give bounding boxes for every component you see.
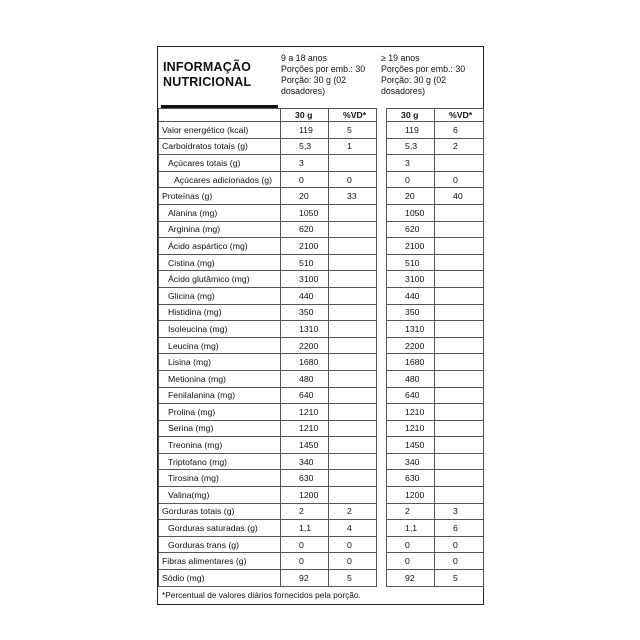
table-row [159, 370, 484, 387]
column-gap [377, 321, 387, 338]
value-serving-2: 119 [387, 122, 435, 139]
nutrient-name: Triptofano (mg) [159, 453, 281, 470]
column-gap [377, 470, 387, 487]
value-vd-2: 6 [435, 520, 484, 537]
nutrient-name: Serina (mg) [159, 420, 281, 437]
value-serving-1: 0 [281, 536, 329, 553]
table-row [159, 570, 484, 587]
column-gap [377, 304, 387, 321]
value-vd-2: 5 [435, 570, 484, 587]
value-vd-1 [329, 287, 377, 304]
table-row [159, 487, 484, 504]
nutrient-name: Alanina (mg) [159, 204, 281, 221]
nutrient-name: Arginina (mg) [159, 221, 281, 238]
value-serving-2: 2 [387, 503, 435, 520]
table-row [159, 287, 484, 304]
table-row [159, 387, 484, 404]
value-vd-1 [329, 271, 377, 288]
header-g-1: 30 g [281, 109, 329, 122]
value-vd-1 [329, 487, 377, 504]
table-row [159, 138, 484, 155]
table-row [159, 171, 484, 188]
nutrient-name: Tirosina (mg) [159, 470, 281, 487]
value-vd-1: 0 [329, 553, 377, 570]
nutrient-name: Ácido glutâmico (mg) [159, 271, 281, 288]
column-gap [377, 122, 387, 139]
value-vd-1 [329, 470, 377, 487]
nutrient-name: Fibras alimentares (g) [159, 553, 281, 570]
table-row [159, 470, 484, 487]
value-serving-1: 1310 [281, 321, 329, 338]
value-serving-1: 1,1 [281, 520, 329, 537]
group1-serving-1: Porção: 30 g (02 [281, 75, 347, 85]
value-vd-2: 0 [435, 171, 484, 188]
value-vd-2 [435, 204, 484, 221]
value-vd-2: 0 [435, 553, 484, 570]
value-vd-1 [329, 337, 377, 354]
column-gap [377, 570, 387, 587]
value-serving-1: 620 [281, 221, 329, 238]
value-serving-1: 630 [281, 470, 329, 487]
column-gap [377, 109, 387, 122]
label-header [158, 47, 483, 107]
table-row [159, 122, 484, 139]
value-serving-2: 1310 [387, 321, 435, 338]
value-serving-2: 1200 [387, 487, 435, 504]
nutrient-name: Sódio (mg) [159, 570, 281, 587]
table-row [159, 254, 484, 271]
nutrient-name: Carboidratos totais (g) [159, 138, 281, 155]
value-vd-2: 2 [435, 138, 484, 155]
value-vd-2 [435, 453, 484, 470]
table-row [159, 404, 484, 421]
column-gap [377, 404, 387, 421]
column-gap [377, 204, 387, 221]
header-vd-1: %VD* [329, 109, 377, 122]
group2-serving-2: dosadores) [381, 86, 426, 96]
value-serving-1: 340 [281, 453, 329, 470]
value-serving-1: 1050 [281, 204, 329, 221]
value-serving-2: 340 [387, 453, 435, 470]
table-row [159, 420, 484, 437]
value-serving-1: 119 [281, 122, 329, 139]
nutrient-name: Açúcares totais (g) [159, 155, 281, 172]
group2-serving-1: Porção: 30 g (02 [381, 75, 447, 85]
group2-age: ≥ 19 anos [381, 53, 420, 63]
nutrient-name: Valor energético (kcal) [159, 122, 281, 139]
value-vd-1 [329, 370, 377, 387]
group1-age: 9 a 18 anos [281, 53, 327, 63]
table-row [159, 520, 484, 537]
value-vd-1: 5 [329, 122, 377, 139]
nutrient-name: Cistina (mg) [159, 254, 281, 271]
value-serving-2: 1210 [387, 420, 435, 437]
value-vd-2: 40 [435, 188, 484, 205]
nutrient-name: Prolina (mg) [159, 404, 281, 421]
header-g-2: 30 g [387, 109, 435, 122]
value-vd-1 [329, 254, 377, 271]
value-serving-2: 1450 [387, 437, 435, 454]
value-serving-2: 0 [387, 536, 435, 553]
value-vd-2 [435, 155, 484, 172]
value-serving-1: 440 [281, 287, 329, 304]
value-serving-1: 480 [281, 370, 329, 387]
value-serving-2: 1050 [387, 204, 435, 221]
nutrient-name: Leucina (mg) [159, 337, 281, 354]
group1-portions: Porções por emb.: 30 [281, 64, 366, 74]
column-gap [377, 536, 387, 553]
value-vd-1: 0 [329, 171, 377, 188]
value-vd-2: 3 [435, 503, 484, 520]
column-gap [377, 453, 387, 470]
value-serving-1: 350 [281, 304, 329, 321]
table-row [159, 221, 484, 238]
table-row [159, 304, 484, 321]
value-vd-1 [329, 437, 377, 454]
group2-portions: Porções por emb.: 30 [381, 64, 466, 74]
value-vd-2 [435, 337, 484, 354]
nutrient-name: Metionina (mg) [159, 370, 281, 387]
value-serving-2: 1210 [387, 404, 435, 421]
value-serving-1: 2200 [281, 337, 329, 354]
footnote: *Percentual de valores diários fornecidos pela porção. [162, 590, 361, 600]
value-vd-1 [329, 238, 377, 255]
group1-header [281, 53, 381, 97]
value-vd-1 [329, 453, 377, 470]
value-vd-2 [435, 420, 484, 437]
value-vd-2 [435, 287, 484, 304]
value-vd-1 [329, 420, 377, 437]
value-serving-1: 640 [281, 387, 329, 404]
value-vd-2 [435, 470, 484, 487]
value-vd-2 [435, 271, 484, 288]
column-gap [377, 387, 387, 404]
column-gap [377, 487, 387, 504]
table-row [159, 354, 484, 371]
value-serving-2: 630 [387, 470, 435, 487]
value-vd-2 [435, 221, 484, 238]
value-serving-1: 1200 [281, 487, 329, 504]
value-vd-1 [329, 321, 377, 338]
value-vd-1 [329, 204, 377, 221]
nutrient-name: Gorduras saturadas (g) [159, 520, 281, 537]
value-serving-2: 1680 [387, 354, 435, 371]
value-serving-1: 3 [281, 155, 329, 172]
value-vd-1 [329, 404, 377, 421]
nutrient-name: Fenilalanina (mg) [159, 387, 281, 404]
column-gap [377, 221, 387, 238]
column-gap [377, 354, 387, 371]
value-vd-1 [329, 354, 377, 371]
value-serving-1: 5,3 [281, 138, 329, 155]
value-vd-1: 2 [329, 503, 377, 520]
column-gap [377, 188, 387, 205]
value-vd-2 [435, 254, 484, 271]
value-serving-1: 1210 [281, 420, 329, 437]
value-serving-2: 5,3 [387, 138, 435, 155]
value-vd-2 [435, 370, 484, 387]
table-row [159, 188, 484, 205]
column-gap [377, 254, 387, 271]
column-gap [377, 437, 387, 454]
value-vd-2 [435, 487, 484, 504]
value-vd-1: 4 [329, 520, 377, 537]
value-serving-2: 3 [387, 155, 435, 172]
column-gap [377, 370, 387, 387]
table-header-row [159, 109, 484, 122]
value-serving-2: 620 [387, 221, 435, 238]
value-serving-2: 440 [387, 287, 435, 304]
value-vd-1: 1 [329, 138, 377, 155]
value-serving-1: 2100 [281, 238, 329, 255]
value-serving-2: 0 [387, 553, 435, 570]
nutrient-name: Valina(mg) [159, 487, 281, 504]
value-serving-1: 1210 [281, 404, 329, 421]
value-serving-2: 350 [387, 304, 435, 321]
value-vd-1 [329, 221, 377, 238]
column-gap [377, 287, 387, 304]
table-row [159, 553, 484, 570]
value-serving-2: 92 [387, 570, 435, 587]
nutrient-name: Glicina (mg) [159, 287, 281, 304]
value-vd-1 [329, 304, 377, 321]
value-serving-1: 3100 [281, 271, 329, 288]
value-serving-2: 2200 [387, 337, 435, 354]
value-serving-2: 2100 [387, 238, 435, 255]
value-serving-2: 1,1 [387, 520, 435, 537]
title-line-1: INFORMAÇÃO [163, 60, 252, 74]
column-gap [377, 420, 387, 437]
table-row [159, 337, 484, 354]
nutrient-name: Açúcares adicionados (g) [159, 171, 281, 188]
table-row [159, 238, 484, 255]
value-vd-2: 6 [435, 122, 484, 139]
title-line-2: NUTRICIONAL [163, 75, 252, 89]
column-gap [377, 155, 387, 172]
value-serving-1: 510 [281, 254, 329, 271]
value-vd-2: 0 [435, 536, 484, 553]
value-vd-2 [435, 437, 484, 454]
nutrient-name: Proteínas (g) [159, 188, 281, 205]
value-vd-1: 5 [329, 570, 377, 587]
table-row [159, 536, 484, 553]
value-serving-2: 3100 [387, 271, 435, 288]
table-row [159, 437, 484, 454]
value-vd-2 [435, 304, 484, 321]
value-serving-1: 0 [281, 553, 329, 570]
value-vd-1 [329, 387, 377, 404]
value-serving-1: 0 [281, 171, 329, 188]
column-gap [377, 171, 387, 188]
column-gap [377, 553, 387, 570]
nutrient-name: Gorduras trans (g) [159, 536, 281, 553]
group2-header [381, 53, 481, 97]
column-gap [377, 271, 387, 288]
value-serving-1: 1450 [281, 437, 329, 454]
value-vd-1: 0 [329, 536, 377, 553]
value-vd-1: 33 [329, 188, 377, 205]
value-vd-2 [435, 387, 484, 404]
table-row [159, 453, 484, 470]
nutrient-name: Lisina (mg) [159, 354, 281, 371]
value-serving-1: 2 [281, 503, 329, 520]
nutrition-table [158, 108, 484, 587]
value-vd-2 [435, 321, 484, 338]
value-serving-2: 510 [387, 254, 435, 271]
value-vd-2 [435, 354, 484, 371]
group1-serving-2: dosadores) [281, 86, 326, 96]
value-serving-2: 640 [387, 387, 435, 404]
table-row [159, 503, 484, 520]
nutrient-name: Histidina (mg) [159, 304, 281, 321]
value-serving-1: 92 [281, 570, 329, 587]
value-serving-2: 20 [387, 188, 435, 205]
nutrient-name: Ácido aspártico (mg) [159, 238, 281, 255]
value-vd-2 [435, 238, 484, 255]
value-serving-2: 0 [387, 171, 435, 188]
table-row [159, 321, 484, 338]
column-gap [377, 138, 387, 155]
column-gap [377, 337, 387, 354]
column-gap [377, 503, 387, 520]
value-vd-1 [329, 155, 377, 172]
nutrient-name: Isoleucina (mg) [159, 321, 281, 338]
header-vd-2: %VD* [435, 109, 484, 122]
table-row [159, 204, 484, 221]
table-row [159, 271, 484, 288]
header-blank [159, 109, 281, 122]
nutrient-name: Gorduras totais (g) [159, 503, 281, 520]
value-serving-1: 1680 [281, 354, 329, 371]
nutrient-name: Treonina (mg) [159, 437, 281, 454]
column-gap [377, 520, 387, 537]
column-gap [377, 238, 387, 255]
nutrition-label [157, 46, 484, 605]
value-serving-1: 20 [281, 188, 329, 205]
label-title [163, 60, 251, 90]
value-vd-2 [435, 404, 484, 421]
table-row [159, 155, 484, 172]
value-serving-2: 480 [387, 370, 435, 387]
